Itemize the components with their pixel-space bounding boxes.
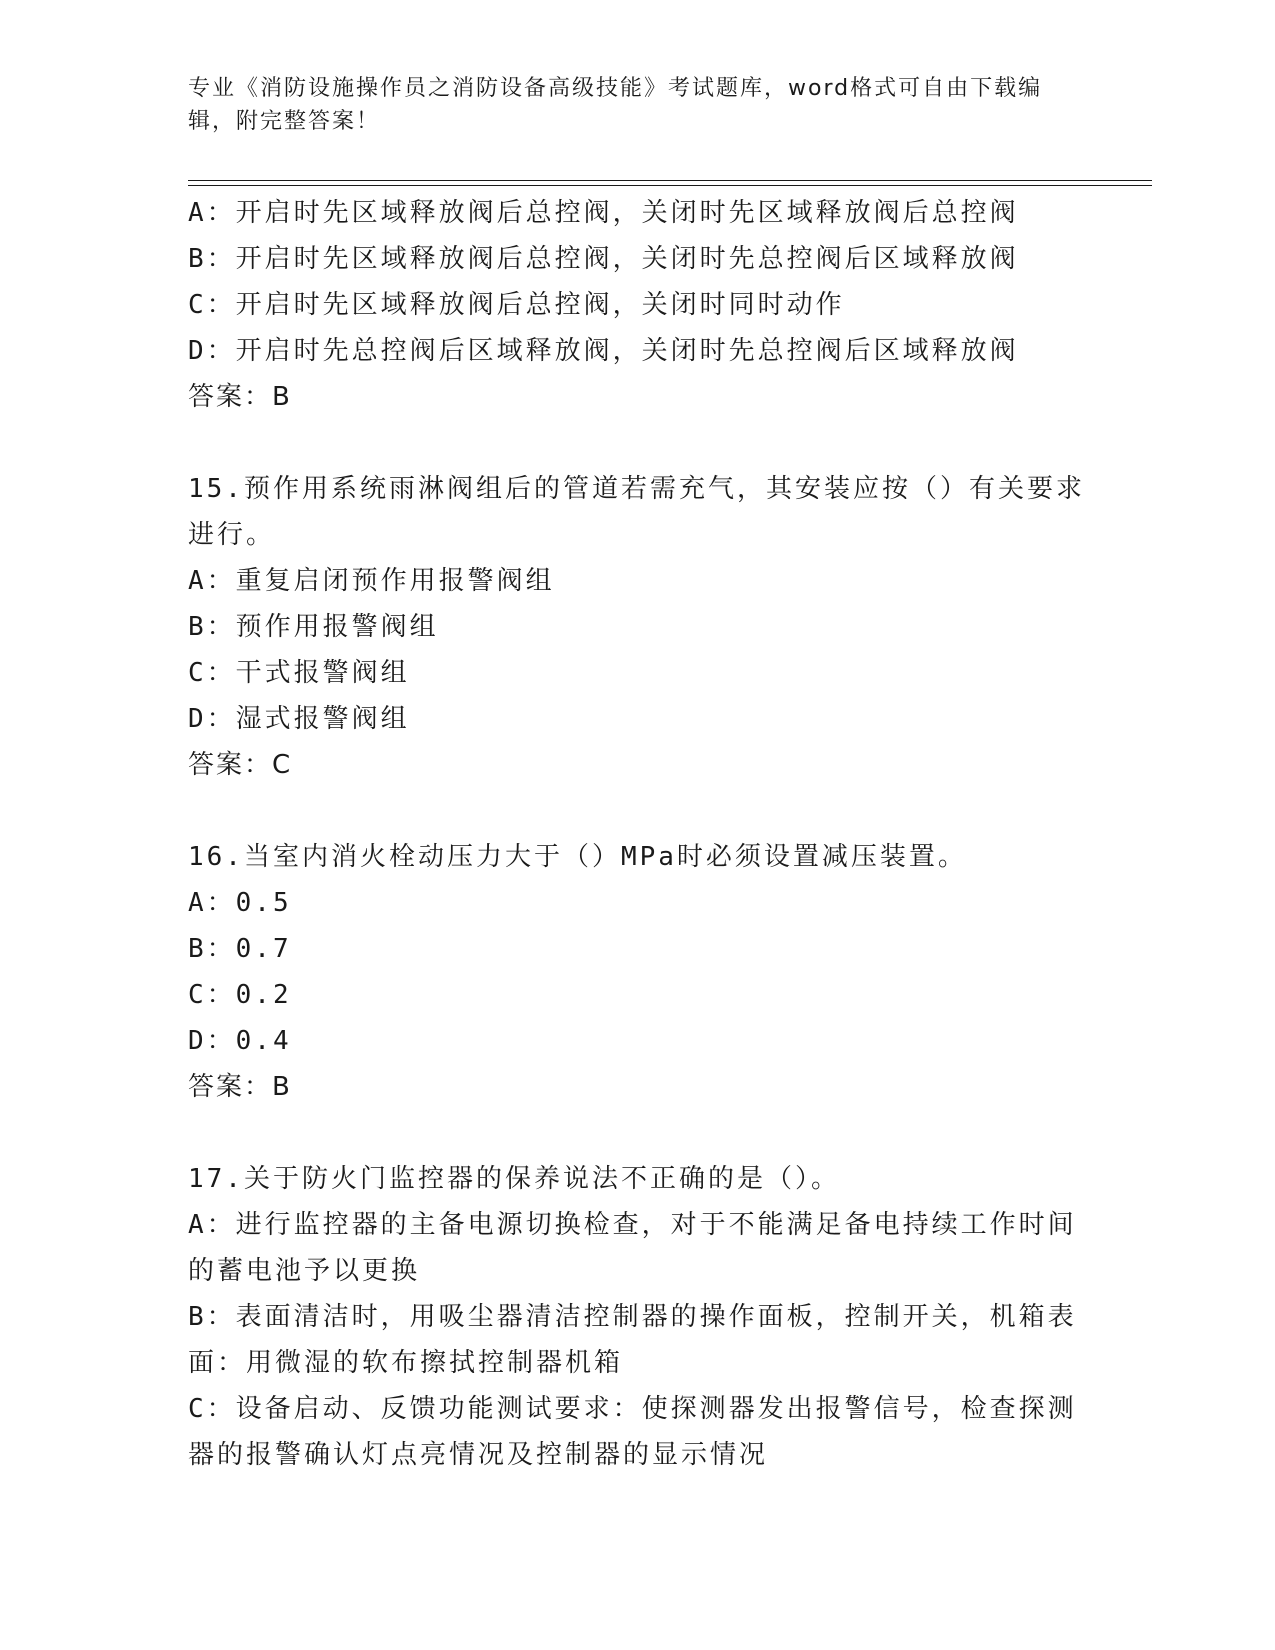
option-b-line: 面：用微湿的软布擦拭控制器机箱	[188, 1348, 624, 1378]
question-spacer	[188, 1110, 1088, 1156]
option-b: B：0.7	[188, 934, 292, 964]
option-d: D：开启时先总控阀后区域释放阀，关闭时先总控阀后区域释放阀	[188, 336, 1019, 366]
question-list	[188, 190, 1088, 1478]
question-17	[188, 1156, 1088, 1478]
header-rule-top	[188, 180, 1152, 181]
option-a-line: 的蓄电池予以更换	[188, 1256, 421, 1286]
question-stem: 16.当室内消火栓动压力大于（）MPa时必须设置减压装置。	[188, 842, 967, 872]
question-stem: 17.关于防火门监控器的保养说法不正确的是（）。	[188, 1164, 840, 1194]
question-16	[188, 834, 1088, 1110]
answer-text: 答案：B	[188, 382, 292, 412]
option-c: C：0.2	[188, 980, 292, 1010]
question-spacer	[188, 788, 1088, 834]
option-c-line: 器的报警确认灯点亮情况及控制器的显示情况	[188, 1440, 769, 1470]
option-b: B：开启时先区域释放阀后总控阀，关闭时先总控阀后区域释放阀	[188, 244, 1019, 274]
question-15	[188, 466, 1088, 788]
answer-text: 答案：C	[188, 750, 293, 780]
option-c: C：干式报警阀组	[188, 658, 410, 688]
option-c: C：开启时先区域释放阀后总控阀，关闭时同时动作	[188, 290, 845, 320]
option-d: D：湿式报警阀组	[188, 704, 410, 734]
option-a-line: A：进行监控器的主备电源切换检查，对于不能满足备电持续工作时间	[188, 1210, 1077, 1240]
option-a: A：重复启闭预作用报警阀组	[188, 566, 555, 596]
question-spacer	[188, 420, 1088, 466]
question-stem-line: 进行。	[188, 520, 276, 550]
option-d: D：0.4	[188, 1026, 292, 1056]
answer-text: 答案：B	[188, 1072, 292, 1102]
option-a: A：开启时先区域释放阀后总控阀，关闭时先区域释放阀后总控阀	[188, 198, 1019, 228]
option-c-line: C：设备启动、反馈功能测试要求：使探测器发出报警信号，检查探测	[188, 1394, 1077, 1424]
header-rule-bottom	[188, 185, 1152, 186]
document-header: 专业《消防设施操作员之消防设备高级技能》考试题库，word格式可自由下载编辑，附完整答案！	[188, 76, 1043, 134]
option-b: B：预作用报警阀组	[188, 612, 439, 642]
option-b-line: B：表面清洁时，用吸尘器清洁控制器的操作面板，控制开关，机箱表	[188, 1302, 1077, 1332]
option-a: A：0.5	[188, 888, 292, 918]
question-stem-line: 15.预作用系统雨淋阀组后的管道若需充气，其安装应按（）有关要求	[188, 474, 1085, 504]
question-14	[188, 190, 1088, 420]
